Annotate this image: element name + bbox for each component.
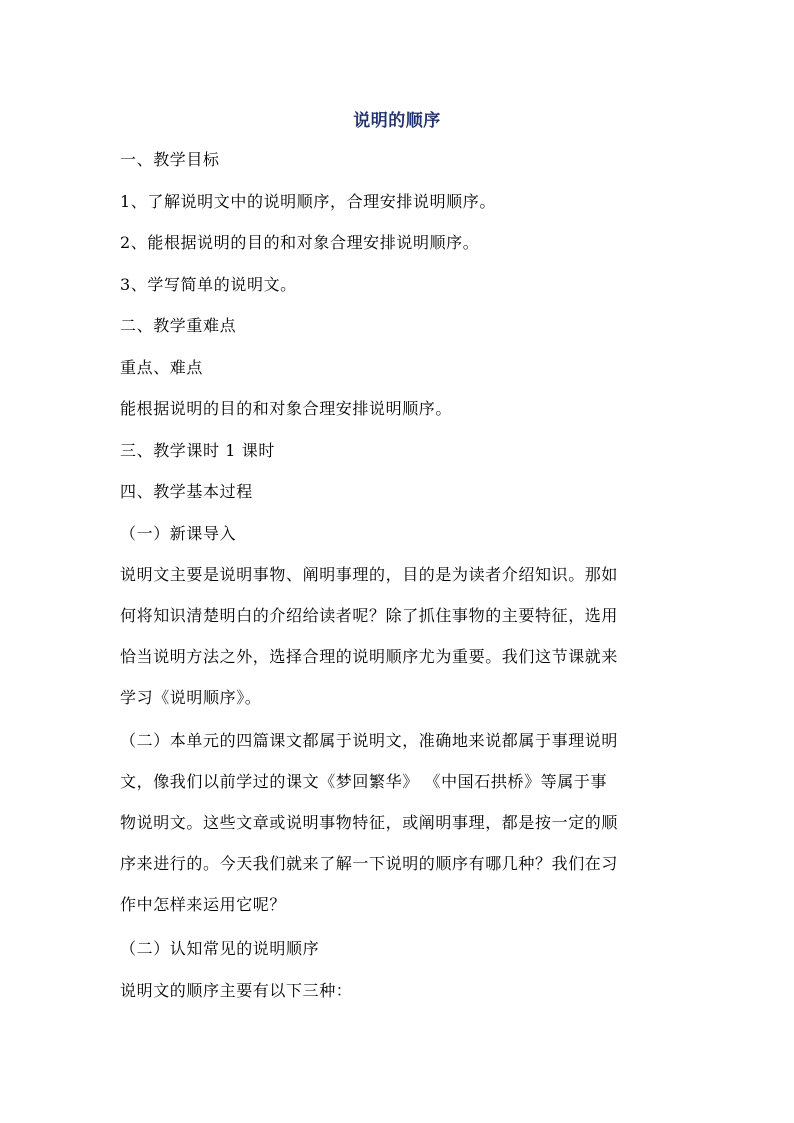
paragraph-intro [120, 565, 680, 729]
key-points-label: 重点、难点 [120, 358, 204, 377]
paragraph-line: 何将知识清楚明白的介绍给读者呢？除了抓住事物的主要特征，选用 [120, 606, 619, 625]
paragraph-line: 说明文主要是说明事物、阐明事理的，目的是为读者介绍知识。那如 [120, 565, 619, 584]
orders-intro-text: 说明文的顺序主要有以下三种： [120, 981, 353, 1000]
paragraph-line: 序来进行的。今天我们就来了解一下说明的顺序有哪几种？我们在习 [120, 854, 619, 873]
section-heading-objectives: 一、教学目标 [120, 150, 220, 169]
paragraph-unit-overview [120, 731, 680, 936]
paragraph-line: （二）本单元的四篇课文都属于说明文，准确地来说都属于事理说明 [120, 731, 619, 750]
subsection-heading-intro: （一）新课导入 [120, 524, 237, 543]
paragraph-line: 文，像我们以前学过的课文《梦回繁华》 《中国石拱桥》等属于事 [120, 772, 608, 791]
objective-item-1: 1、了解说明文中的说明顺序，合理安排说明顺序。 [120, 192, 496, 211]
paragraph-line: 学习《说明顺序》。 [120, 688, 262, 707]
subsection-heading-orders: （二）认知常见的说明顺序 [120, 939, 320, 958]
paragraph-line: 恰当说明方法之外，选择合理的说明顺序尤为重要。我们这节课就来 [120, 647, 619, 666]
objective-item-2: 2、能根据说明的目的和对象合理安排说明顺序。 [120, 233, 480, 252]
paragraph-line: 物说明文。这些文章或说明事物特征，或阐明事理，都是按一定的顺 [120, 813, 619, 832]
key-points-text: 能根据说明的目的和对象合理安排说明顺序。 [120, 399, 453, 418]
section-heading-process: 四、教学基本过程 [120, 482, 253, 501]
paragraph-line: 作中怎样来运用它呢？ [120, 895, 287, 914]
objective-item-3: 3、学写简单的说明文。 [120, 275, 297, 294]
page-title: 说明的顺序 [353, 111, 441, 131]
section-heading-class-hours: 三、教学课时 1 课时 [120, 441, 275, 460]
section-heading-key-points: 二、教学重难点 [120, 316, 237, 335]
